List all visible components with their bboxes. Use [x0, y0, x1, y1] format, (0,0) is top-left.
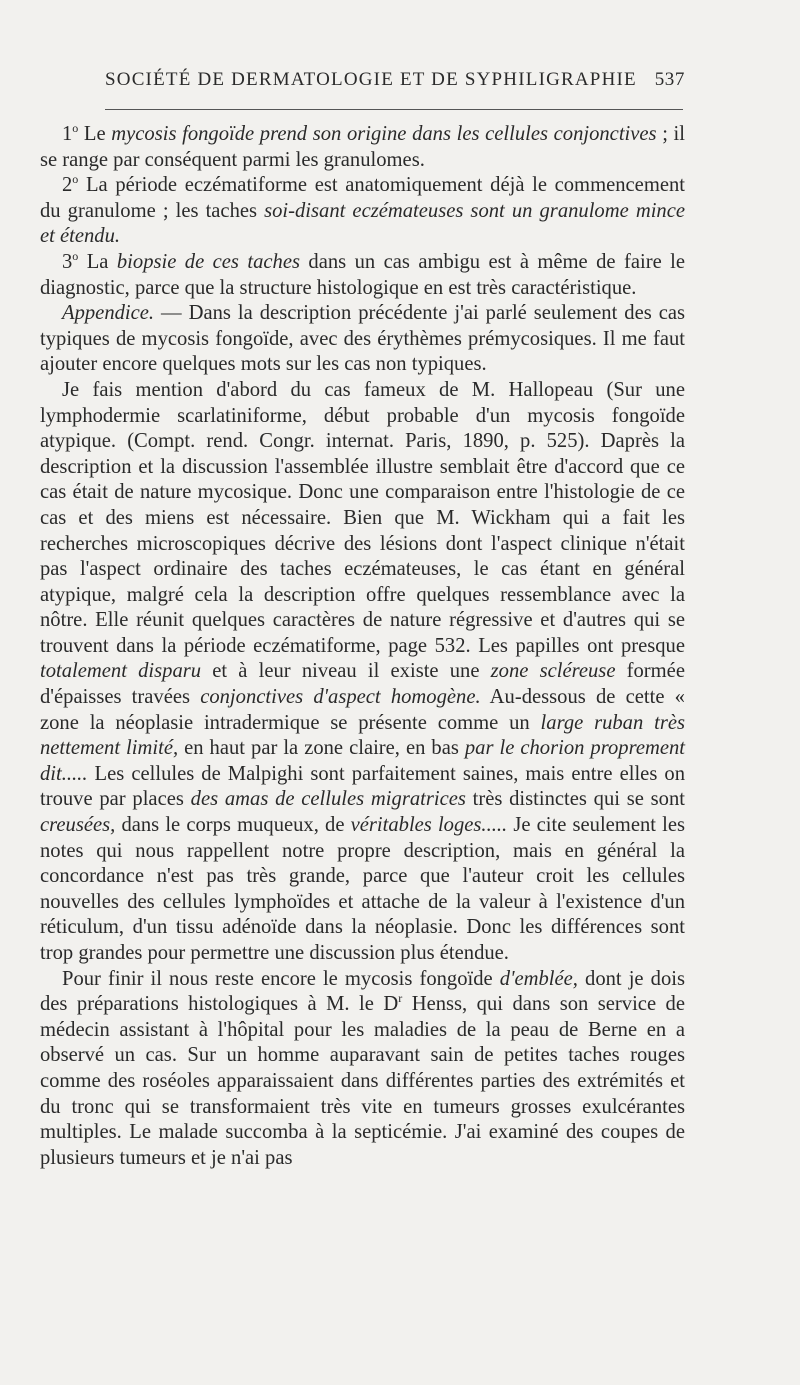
text-run: Au-dessous de cette « zone la néoplasie intradermique se présente comme un — [40, 686, 685, 734]
text-run: Henss, qui dans son service de médecin assistant à l'hôpital pour les maladies de la peau de Berne en a observé un cas. Sur un homme auparavant sain de petites taches rouges comme des roséoles apparaissaient dans différentes parties des extrémités et du tronc qui se transformaient très vite en tumeurs grosses exulcérantes multiples. Le malade succomba à la septicémie. J'ai examiné des coupes de plusieurs tumeurs et je n'ai pas — [40, 993, 685, 1169]
text-run: Les cellules de Malpighi sont parfaitement saines, mais entre elles on trouve par places — [40, 762, 685, 811]
italic-text: véritables loges..... — [350, 814, 508, 837]
paragraph — [40, 967, 685, 1172]
italic-text: totalement disparu — [40, 660, 202, 683]
italic-text: creusées, — [40, 814, 116, 837]
italic-text: Appendice. — [62, 302, 155, 325]
text-run: 2 — [62, 174, 73, 197]
body-text — [40, 122, 685, 1171]
running-header — [105, 69, 685, 91]
italic-text: mycosis fongoïde prend son origine dans les cellules conjonctives — [111, 123, 657, 145]
italic-text: par le chorion proprement dit..... — [40, 737, 685, 785]
italic-text: soi-disant eczémateuses sont un granulome mince et étendu. — [40, 199, 685, 248]
running-title: SOCIÉTÉ DE DERMATOLOGIE ET DE SYPHILIGRAPHIE — [105, 69, 637, 90]
page-number: 537 — [654, 69, 685, 90]
paragraph — [40, 301, 685, 378]
text-run: en haut par la zone claire, en bas — [178, 737, 465, 760]
text-run: La — [78, 250, 117, 273]
superscript-text: r — [398, 991, 403, 1006]
italic-text: zone scléreuse — [490, 660, 616, 683]
italic-text: large ruban très nettement limité, — [40, 711, 685, 760]
italic-text: biopsie de ces taches — [116, 250, 300, 273]
italic-text: conjonctives d'aspect homogène. — [200, 686, 481, 709]
text-run: 3 — [62, 250, 73, 273]
text-run: 1 — [62, 123, 73, 145]
paragraph — [40, 250, 685, 301]
superscript-text: o — [72, 249, 79, 264]
paragraph — [40, 173, 685, 250]
header-rule — [105, 109, 683, 110]
text-run: formée d'épaisses travées — [40, 660, 685, 709]
text-run: dans un cas ambigu est à même de faire le diagnostic, parce que la structure histologique en est très caractéristique. — [40, 250, 685, 299]
text-run: Le — [78, 123, 112, 145]
text-run: — Dans la description précédente j'ai parlé seulement des cas typiques de mycosis fongoïde, avec des érythèmes prémycosiques. Il me faut ajouter encore quelques mots sur les cas non typiques. — [40, 302, 685, 376]
text-run: dont je dois des préparations histologiques à M. le D — [40, 967, 685, 1016]
superscript-text: o — [72, 172, 79, 187]
text-run: et à leur niveau il existe une — [201, 660, 491, 683]
text-run: dans le corps muqueux, de — [115, 814, 351, 837]
text-run: ; il se range par conséquent parmi les granulomes. — [40, 123, 685, 171]
text-run: Je fais mention d'abord du cas fameux de M. Hallopeau (Sur une lymphodermie scarlatiniforme, début probable d'un mycosis fongoïde atypique. (Compt. rend. Congr. internat. Paris, 1890, p. 525). Daprès la description et la discussion l'assemblée illustre semblait être d'accord que ce cas était de nature mycosique. Donc une comparaison entre l'histologie de ce cas et des miens est nécessaire. Bien que M. Wickham qui a fait les recherches microscopiques décrive des lésions dont l'aspect clinique n'était pas l'aspect ordinaire des taches eczémateuses, le cas étant en général atypique, malgré cela la description offre quelques ressemblance avec la nôtre. Elle réunit quelques caractères de nature régressive et d'autres qui se trouvent dans la période eczématiforme, page 532. Les papilles ont presque — [40, 378, 685, 657]
paragraph — [40, 122, 685, 173]
superscript-text: o — [72, 121, 79, 136]
text-run: La période eczématiforme est anatomiquement déjà le commencement du granulome ; les taches — [40, 174, 685, 222]
paragraph — [40, 378, 685, 967]
italic-text: des amas de cellules migratrices — [190, 788, 466, 811]
text-run: très distinctes qui se sont — [465, 788, 685, 811]
italic-text: d'emblée, — [499, 967, 578, 990]
text-run: Je cite seulement les notes qui nous rappellent notre propre description, mais en général la concordance n'est pas très grande, parce que l'auteur croit les cellules nouvelles des cellules lymphoïdes et attache de la valeur à l'existence d'un réticulum, d'un tissu adénoïde dans la néoplasie. Donc les différences sont trop grandes pour permettre une discussion plus étendue. — [40, 814, 686, 964]
text-run: Pour finir il nous reste encore le mycosis fongoïde — [62, 967, 500, 990]
